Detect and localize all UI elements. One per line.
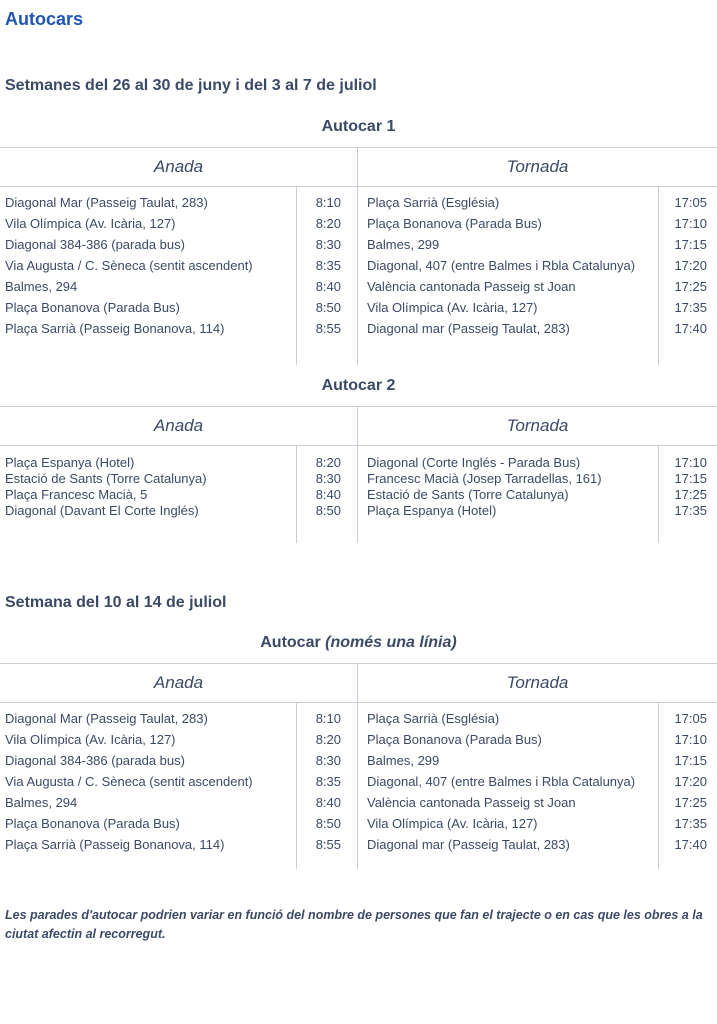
stop-name: Diagonal 384-386 (parada bus) — [5, 237, 185, 252]
stop-name: Plaça Sarrià (Església) — [367, 711, 500, 726]
divider-center — [357, 147, 358, 365]
divider-time-left — [296, 703, 297, 869]
stop-time: 8:50 — [315, 816, 341, 831]
stop-time: 8:55 — [315, 321, 341, 336]
stop-name: Balmes, 299 — [367, 753, 440, 768]
bus-1-title: Autocar 1 — [321, 118, 396, 135]
stop-name: Balmes, 294 — [5, 279, 78, 294]
header-outbound: Anada — [153, 416, 204, 435]
header-outbound: Anada — [153, 673, 204, 692]
bus-single-title-main: Autocar — [260, 634, 321, 651]
stop-name: Plaça Francesc Macià, 5 — [5, 487, 148, 502]
stop-name: Plaça Sarrià (Església) — [367, 195, 500, 210]
stop-name: Diagonal mar (Passeig Taulat, 283) — [367, 837, 570, 852]
bus-single-title-note: (només una línia) — [325, 634, 457, 651]
stop-time: 17:20 — [674, 258, 707, 273]
schedule-header — [0, 663, 717, 703]
stop-time: 17:05 — [674, 711, 707, 726]
stop-name: Plaça Espanya (Hotel) — [367, 503, 497, 518]
stop-time: 17:15 — [674, 753, 707, 768]
stop-time: 8:40 — [315, 795, 341, 810]
stop-name: Plaça Bonanova (Parada Bus) — [5, 816, 180, 831]
divider-center — [357, 406, 358, 543]
stop-time: 8:40 — [315, 279, 341, 294]
stop-time: 8:50 — [315, 300, 341, 315]
stop-name: Via Augusta / C. Sèneca (sentit ascendent) — [5, 258, 253, 273]
stop-time: 17:35 — [674, 300, 707, 315]
stop-name: Balmes, 294 — [5, 795, 78, 810]
stop-time: 8:55 — [315, 837, 341, 852]
stop-name: València cantonada Passeig st Joan — [367, 795, 576, 810]
stop-name: València cantonada Passeig st Joan — [367, 279, 576, 294]
stop-name: Plaça Bonanova (Parada Bus) — [367, 216, 542, 231]
stop-name: Plaça Espanya (Hotel) — [5, 455, 135, 470]
stop-name: Plaça Sarrià (Passeig Bonanova, 114) — [5, 837, 225, 852]
stop-name: Diagonal Mar (Passeig Taulat, 283) — [5, 195, 208, 210]
stop-time: 8:30 — [315, 237, 341, 252]
stop-time: 17:15 — [674, 237, 707, 252]
stop-time: 17:15 — [674, 471, 707, 486]
stop-time: 17:25 — [674, 487, 707, 502]
header-return: Tornada — [506, 673, 569, 692]
bus-2-title: Autocar 2 — [321, 377, 396, 394]
stop-time: 8:35 — [315, 258, 341, 273]
schedule-header — [0, 406, 717, 446]
stop-name: Diagonal mar (Passeig Taulat, 283) — [367, 321, 570, 336]
stop-name: Diagonal, 407 (entre Balmes i Rbla Catalunya) — [367, 774, 636, 789]
stop-name: Vila Olímpica (Av. Icària, 127) — [5, 732, 176, 747]
stop-name: Francesc Macià (Josep Tarradellas, 161) — [367, 471, 602, 486]
stop-time: 17:10 — [674, 455, 707, 470]
header-return: Tornada — [506, 157, 569, 176]
stop-name: Plaça Sarrià (Passeig Bonanova, 114) — [5, 321, 225, 336]
stop-time: 17:35 — [674, 816, 707, 831]
stop-time: 8:20 — [315, 216, 341, 231]
stop-time: 17:25 — [674, 795, 707, 810]
stop-name: Diagonal, 407 (entre Balmes i Rbla Catalunya) — [367, 258, 636, 273]
stop-time: 17:10 — [674, 216, 707, 231]
stop-name: Via Augusta / C. Sèneca (sentit ascendent) — [5, 774, 253, 789]
stop-time: 8:10 — [315, 195, 341, 210]
page-title: Autocars — [5, 9, 84, 29]
stop-name: Estació de Sants (Torre Catalunya) — [5, 471, 207, 486]
header-return: Tornada — [506, 416, 569, 435]
stop-name: Plaça Bonanova (Parada Bus) — [5, 300, 180, 315]
section-title-june: Setmanes del 26 al 30 de juny i del 3 al 7 de juliol — [5, 77, 377, 94]
stop-name: Plaça Bonanova (Parada Bus) — [367, 732, 542, 747]
divider-time-right — [658, 187, 659, 365]
stop-time: 17:25 — [674, 279, 707, 294]
stop-name: Diagonal (Davant El Corte Inglés) — [5, 503, 199, 518]
stop-time: 8:20 — [315, 455, 341, 470]
stop-name: Diagonal Mar (Passeig Taulat, 283) — [5, 711, 208, 726]
stop-time: 17:20 — [674, 774, 707, 789]
divider-center — [357, 663, 358, 869]
stop-time: 8:20 — [315, 732, 341, 747]
stop-time: 17:10 — [674, 732, 707, 747]
stop-name: Balmes, 299 — [367, 237, 440, 252]
divider-time-right — [658, 446, 659, 543]
stop-time: 17:40 — [674, 321, 707, 336]
stop-name: Vila Olímpica (Av. Icària, 127) — [367, 300, 538, 315]
footnote: Les parades d'autocar podrien variar en funció del nombre de persones que fan el trajecte o en cas que les obres a la ciutat afectin al recorregut. — [5, 908, 703, 941]
stop-name: Diagonal 384-386 (parada bus) — [5, 753, 185, 768]
schedule-header — [0, 147, 717, 187]
stop-name: Estació de Sants (Torre Catalunya) — [367, 487, 569, 502]
header-outbound: Anada — [153, 157, 204, 176]
stop-time: 8:30 — [315, 753, 341, 768]
stop-time: 8:50 — [315, 503, 341, 518]
stop-time: 8:35 — [315, 774, 341, 789]
stop-name: Vila Olímpica (Av. Icària, 127) — [367, 816, 538, 831]
stop-time: 17:35 — [674, 503, 707, 518]
stop-time: 8:30 — [315, 471, 341, 486]
divider-time-left — [296, 446, 297, 543]
bus-single-title — [0, 634, 717, 652]
divider-time-right — [658, 703, 659, 869]
stop-name: Diagonal (Corte Inglés - Parada Bus) — [367, 455, 581, 470]
stop-time: 17:40 — [674, 837, 707, 852]
section-title-july: Setmana del 10 al 14 de juliol — [5, 594, 227, 611]
stop-time: 8:40 — [315, 487, 341, 502]
divider-time-left — [296, 187, 297, 365]
stop-time: 8:10 — [315, 711, 341, 726]
stop-name: Vila Olímpica (Av. Icària, 127) — [5, 216, 176, 231]
stop-time: 17:05 — [674, 195, 707, 210]
